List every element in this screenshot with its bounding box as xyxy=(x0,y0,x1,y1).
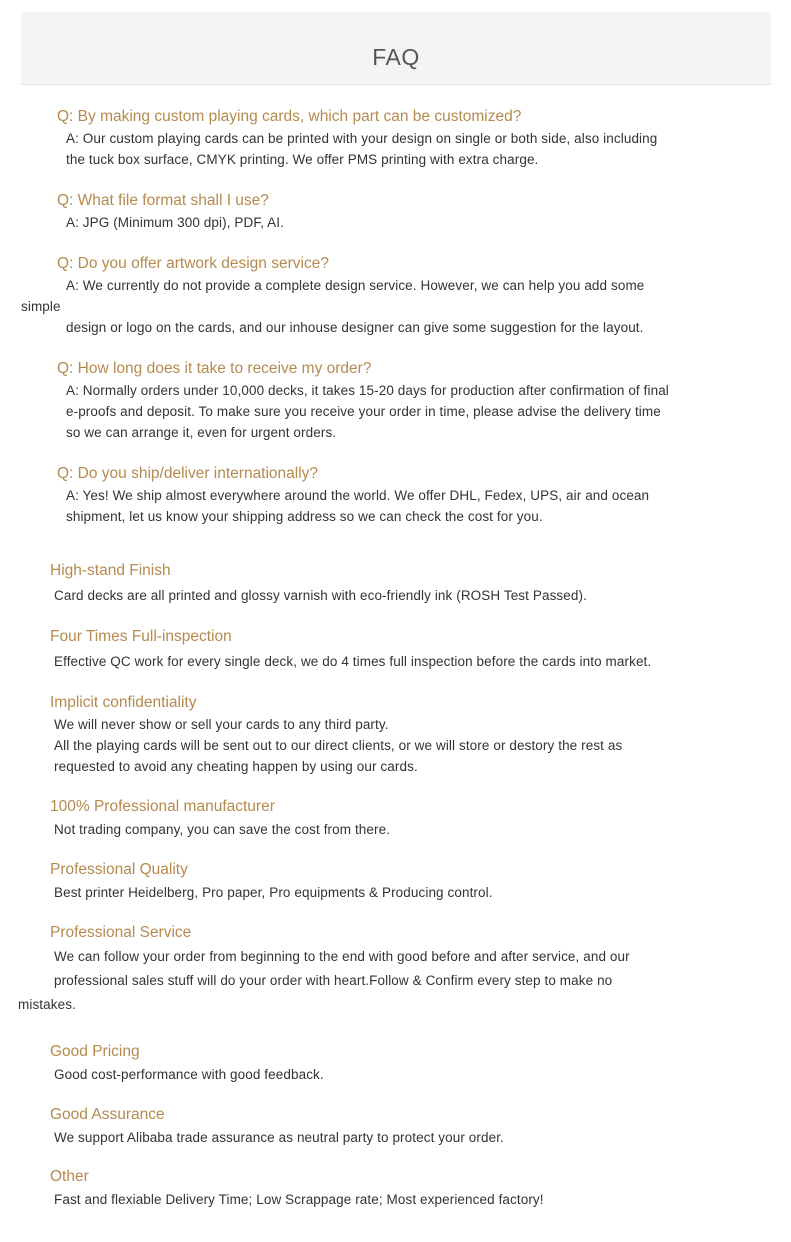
feature-heading-assurance: Good Assurance xyxy=(50,1106,165,1123)
feature-heading-other: Other xyxy=(50,1168,89,1185)
faq-question-customization: Q: By making custom playing cards, which part can be customized? xyxy=(57,108,522,125)
feature-heading-confidentiality: Implicit confidentiality xyxy=(50,694,197,711)
faq-answer-line: A: Our custom playing cards can be printed with your design on single or both side, also including xyxy=(66,131,658,146)
feature-heading-finish: High-stand Finish xyxy=(50,562,171,579)
faq-answer-line: A: Normally orders under 10,000 decks, it takes 15-20 days for production after confirmation of final xyxy=(66,383,669,398)
faq-answer-line: A: We currently do not provide a complete design service. However, we can help you add some xyxy=(66,278,645,293)
feature-text: Good cost-performance with good feedback. xyxy=(54,1067,324,1082)
faq-answer-line: the tuck box surface, CMYK printing. We offer PMS printing with extra charge. xyxy=(66,152,539,167)
faq-banner xyxy=(21,12,771,85)
feature-heading-service: Professional Service xyxy=(50,924,192,941)
faq-question-shipping: Q: Do you ship/deliver internationally? xyxy=(57,465,319,482)
faq-answer-line: shipment, let us know your shipping address so we can check the cost for you. xyxy=(66,509,543,524)
faq-answer-line: simple xyxy=(21,299,61,314)
feature-text: Card decks are all printed and glossy varnish with eco-friendly ink (ROSH Test Passed). xyxy=(54,588,587,603)
feature-heading-pricing: Good Pricing xyxy=(50,1043,140,1060)
feature-text: requested to avoid any cheating happen by using our cards. xyxy=(54,759,418,774)
feature-text: We will never show or sell your cards to any third party. xyxy=(54,717,389,732)
feature-heading-manufacturer: 100% Professional manufacturer xyxy=(50,798,275,815)
feature-heading-quality: Professional Quality xyxy=(50,861,188,878)
feature-text: We support Alibaba trade assurance as neutral party to protect your order. xyxy=(54,1130,504,1145)
feature-text: All the playing cards will be sent out to our direct clients, or we will store or destory the rest as xyxy=(54,738,623,753)
feature-heading-inspection: Four Times Full-inspection xyxy=(50,628,232,645)
faq-answer-line: so we can arrange it, even for urgent orders. xyxy=(66,425,337,440)
feature-text: Effective QC work for every single deck, we do 4 times full inspection before the cards into market. xyxy=(54,654,652,669)
faq-question-file-format: Q: What file format shall I use? xyxy=(57,192,269,209)
feature-text: We can follow your order from beginning to the end with good before and after service, and our xyxy=(54,949,630,964)
feature-text: professional sales stuff will do your order with heart.Follow & Confirm every step to make no xyxy=(54,973,613,988)
faq-answer-line: A: Yes! We ship almost everywhere around the world. We offer DHL, Fedex, UPS, air and ocean xyxy=(66,488,650,503)
page-title: FAQ xyxy=(372,44,420,70)
faq-answer-line: e-proofs and deposit. To make sure you receive your order in time, please advise the delivery time xyxy=(66,404,661,419)
feature-text: Best printer Heidelberg, Pro paper, Pro equipments & Producing control. xyxy=(54,885,493,900)
faq-answer-line: A: JPG (Minimum 300 dpi), PDF, AI. xyxy=(66,215,284,230)
feature-text: Fast and flexiable Delivery Time; Low Scrappage rate; Most experienced factory! xyxy=(54,1192,544,1207)
feature-text: Not trading company, you can save the cost from there. xyxy=(54,822,391,837)
faq-question-design-service: Q: Do you offer artwork design service? xyxy=(57,255,329,272)
faq-answer-line: design or logo on the cards, and our inhouse designer can give some suggestion for the layout. xyxy=(66,320,644,335)
feature-text: mistakes. xyxy=(18,997,76,1012)
faq-question-lead-time: Q: How long does it take to receive my order? xyxy=(57,360,372,377)
